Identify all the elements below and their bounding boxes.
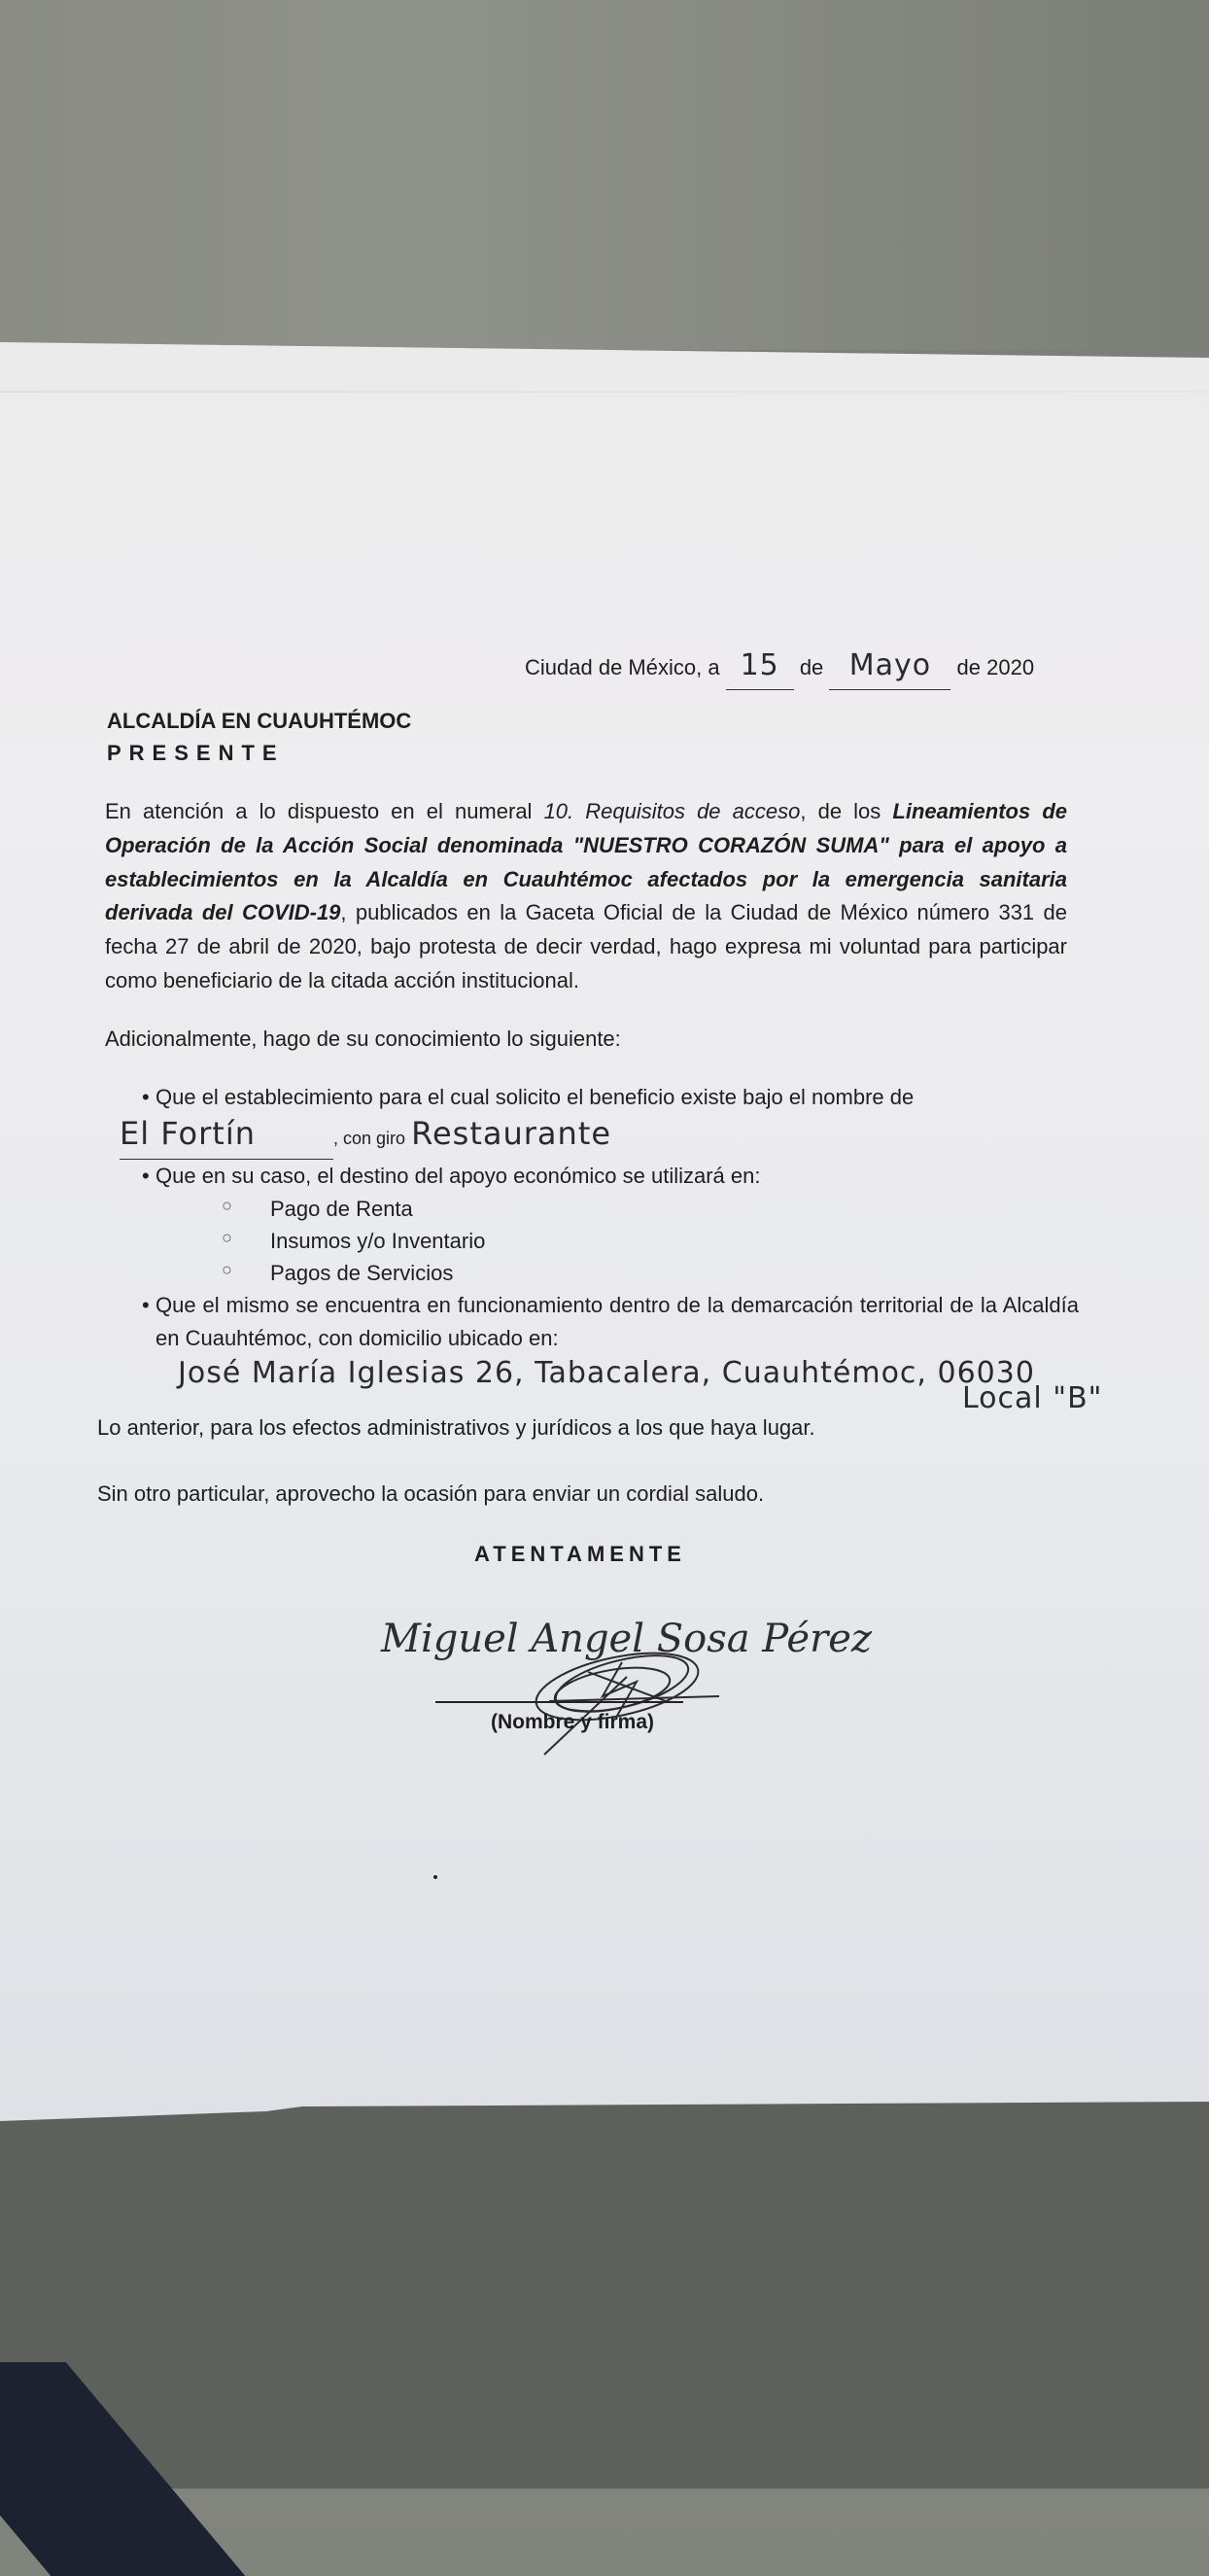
bullet-item-destination <box>105 1160 1077 1193</box>
circle-bullet-icon: ○ <box>222 1227 232 1247</box>
intro-guidelines-title: Lineamientos de Operación de la Acción Social denominada "NUESTRO CORAZÓN SUMA" para el apoyo a establecimientos en la Alcaldía en Cuauhtémoc afectados por la emergencia sanitaria derivada del COVID-19 <box>105 799 1067 925</box>
background-surface-top <box>0 0 1209 350</box>
intro-part3: , de los <box>800 799 893 823</box>
background-surface-bottom <box>0 2100 1209 2489</box>
date-line <box>525 644 1034 690</box>
date-connector: de <box>799 655 824 679</box>
sub-item: ○ Pago de Renta <box>105 1193 1077 1225</box>
handwritten-address: José María Iglesias 26, Tabacalera, Cuauhtémoc, 06030 <box>178 1355 1035 1390</box>
recipient-block <box>107 705 411 769</box>
circle-bullet-icon: ○ <box>222 1259 232 1279</box>
handwritten-establishment-name: El Fortín <box>120 1110 333 1160</box>
signature-scribble-icon <box>530 1633 724 1759</box>
intro-part5: , publicados en la Gaceta Oficial de la Ciudad de México número 331 de fecha 27 de abril de 2020, bajo protesta de decir verdad, hago expresa mi voluntad para participar como beneficiario de la citada acción institucional. <box>105 900 1067 992</box>
paragraph-greeting: Sin otro particular, aprovecho la ocasión para enviar un cordial saludo. <box>97 1481 765 1506</box>
bullet-text: Que el mismo se encuentra en funcionamiento dentro de la demarcación territorial de la Alcaldía en Cuauhtémoc, con domicilio ubicado en: <box>155 1292 1079 1350</box>
sub-item: ○ Pagos de Servicios <box>105 1257 1077 1289</box>
recipient-presente: PRESENTE <box>107 741 285 765</box>
ink-speck <box>433 1875 437 1879</box>
handwritten-giro: Restaurante <box>411 1115 612 1153</box>
handwritten-day: 15 <box>726 644 794 690</box>
intro-part1: En atención a lo dispuesto en el numeral <box>105 799 544 823</box>
bullet-icon: • <box>142 1085 150 1109</box>
bullet-text: Que en su caso, el destino del apoyo económico se utilizará en: <box>155 1163 761 1188</box>
paragraph-intro <box>105 795 1067 998</box>
bullet-item-address <box>105 1289 1079 1355</box>
date-prefix: Ciudad de México, a <box>525 655 720 679</box>
sub-item: ○ Insumos y/o Inventario <box>105 1225 1077 1257</box>
handwritten-month: Mayo <box>829 644 950 690</box>
bullet-item-establishment <box>105 1081 1077 1114</box>
handwritten-signature-name: Miguel Angel Sosa Pérez <box>381 1617 872 1661</box>
bullet-icon: • <box>142 1292 150 1317</box>
signature-caption: (Nombre y firma) <box>491 1711 655 1733</box>
bullet-list <box>105 1081 1077 1396</box>
establishment-fill-line <box>120 1110 1077 1160</box>
paragraph-additional: Adicionalmente, hago de su conocimiento lo siguiente: <box>105 1027 621 1051</box>
date-suffix: de 2020 <box>956 655 1035 679</box>
signature-line <box>435 1701 683 1703</box>
address-fill-line <box>178 1351 1077 1397</box>
bullet-icon: • <box>142 1163 150 1188</box>
closing-atentamente: ATENTAMENTE <box>474 1542 686 1566</box>
giro-connector: , con giro <box>333 1129 406 1149</box>
recipient-name: ALCALDÍA EN CUAUHTÉMOC <box>107 709 412 733</box>
paragraph-effects: Lo anterior, para los efectos administrativos y jurídicos a los que haya lugar. <box>97 1415 815 1440</box>
handwritten-address-extra: Local "B" <box>962 1381 1103 1415</box>
paper-fold-shadow <box>0 391 1209 393</box>
bullet-text: Que el establecimiento para el cual solicito el beneficio existe bajo el nombre de <box>155 1085 915 1109</box>
intro-numeral-reference: 10. Requisitos de acceso <box>543 799 801 823</box>
circle-bullet-icon: ○ <box>222 1195 232 1215</box>
